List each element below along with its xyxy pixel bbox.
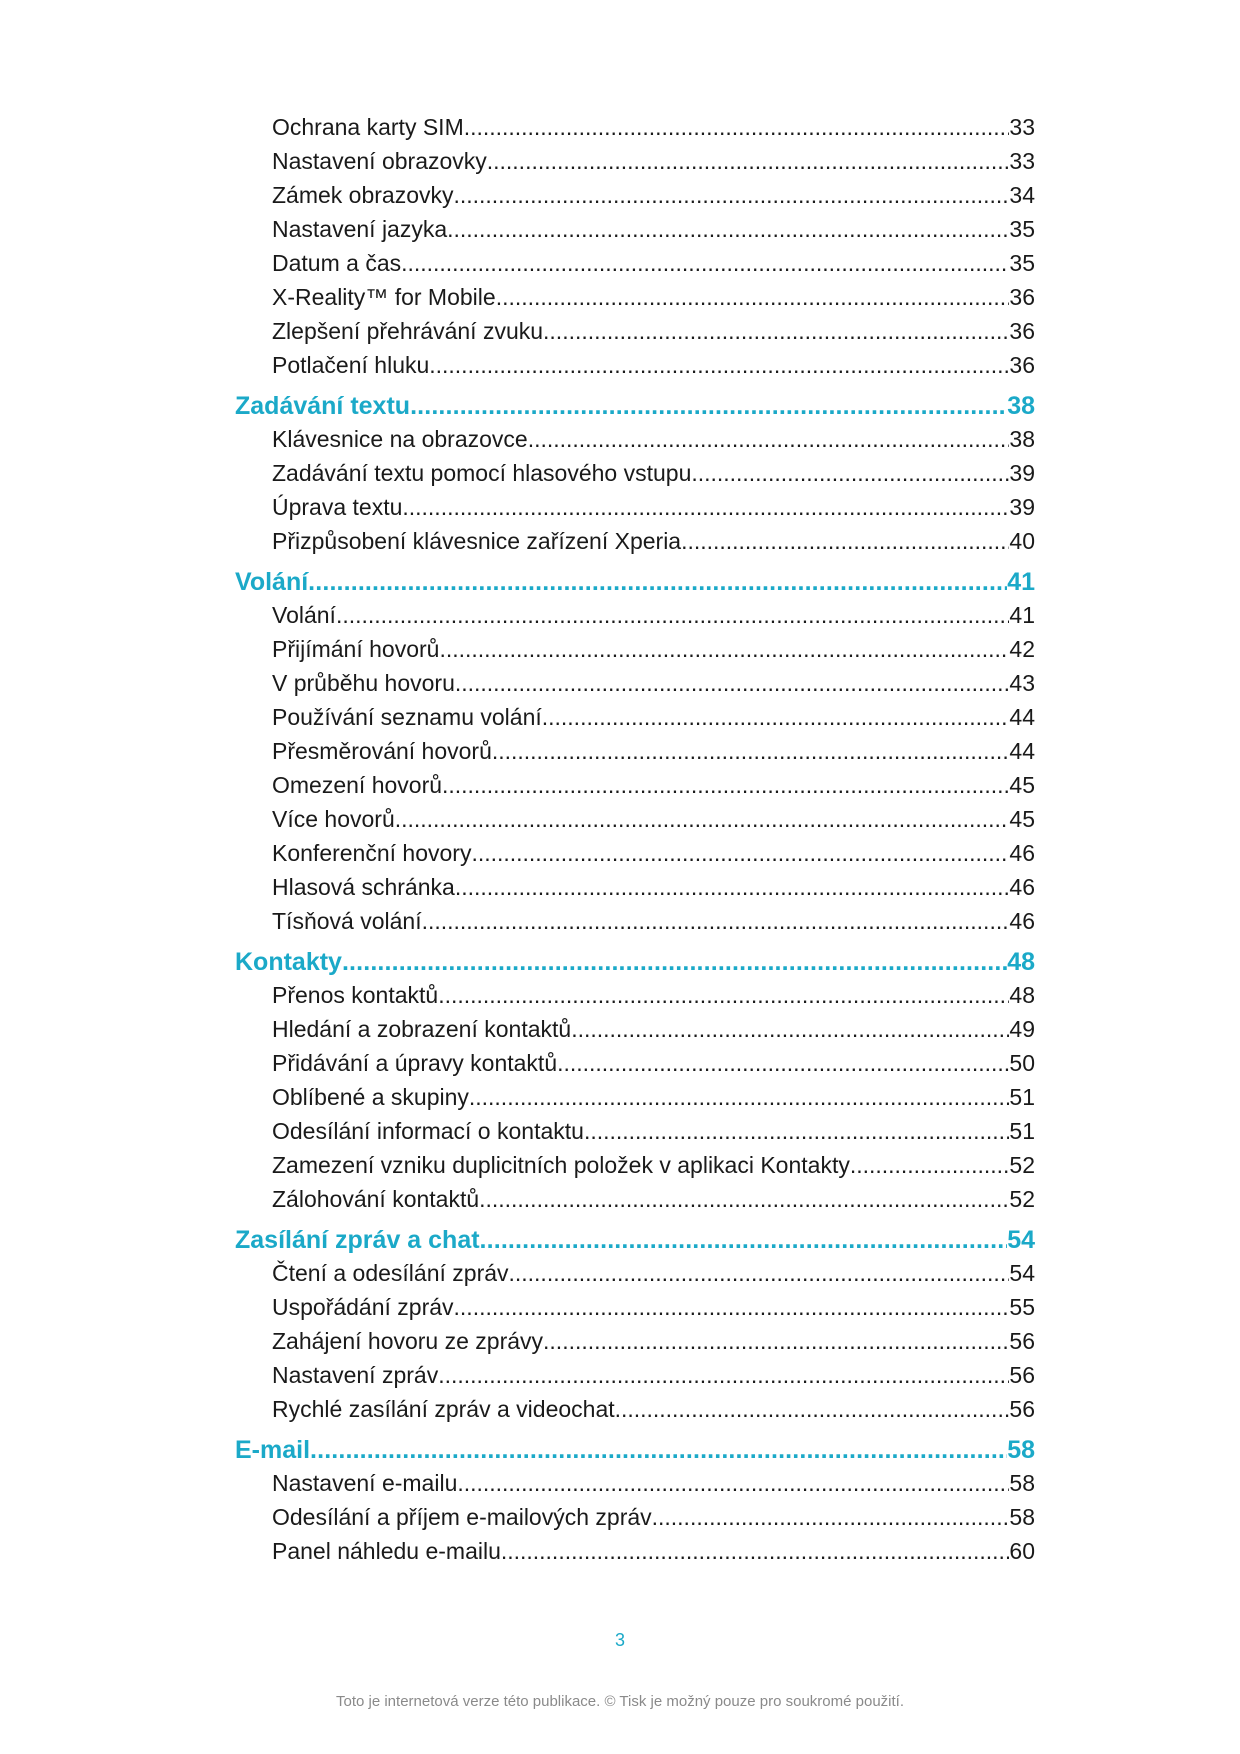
toc-entry-label: Zálohování kontaktů <box>272 1186 480 1212</box>
toc-entry-label: Uspořádání zpráv <box>272 1294 454 1320</box>
dot-leader <box>454 1294 1010 1321</box>
toc-entry-page: 52 <box>1009 1186 1035 1212</box>
toc-entry-page: 35 <box>1009 250 1035 276</box>
toc-item[interactable] <box>235 1084 1035 1118</box>
toc-entry-page: 45 <box>1009 772 1035 798</box>
dot-leader <box>584 1118 1009 1145</box>
toc-item[interactable] <box>235 284 1035 318</box>
toc-item[interactable] <box>235 250 1035 284</box>
dot-leader <box>471 840 1009 867</box>
dot-leader <box>342 948 1007 977</box>
dot-leader <box>442 772 1009 799</box>
toc-entry-label: Používání seznamu volání <box>272 704 542 730</box>
toc-entry-page: 48 <box>1007 948 1035 976</box>
toc-entry-page: 33 <box>1009 148 1035 174</box>
toc-entry-label: Zámek obrazovky <box>272 182 454 208</box>
toc-entry-label: Datum a čas <box>272 250 402 276</box>
toc-entry-page: 42 <box>1009 636 1035 662</box>
dot-leader <box>480 1226 1008 1255</box>
toc-entry-label: Panel náhledu e-mailu <box>272 1538 501 1564</box>
toc-entry-label: Hledání a zobrazení kontaktů <box>272 1016 572 1042</box>
toc-entry-page: 46 <box>1009 908 1035 934</box>
toc-entry-label: Přidávání a úpravy kontaktů <box>272 1050 558 1076</box>
toc-entry-page: 55 <box>1009 1294 1035 1320</box>
toc-item[interactable] <box>235 1294 1035 1328</box>
dot-leader <box>310 1436 1007 1465</box>
dot-leader <box>501 1538 1010 1565</box>
toc-entry-page: 54 <box>1009 1260 1035 1286</box>
toc-item[interactable] <box>235 1504 1035 1538</box>
toc-entry-page: 56 <box>1009 1328 1035 1354</box>
dot-leader <box>691 460 1009 487</box>
toc-entry-page: 48 <box>1009 982 1035 1008</box>
toc-entry-label: Přijímání hovorů <box>272 636 440 662</box>
toc-entry-label: Oblíbené a skupiny <box>272 1084 469 1110</box>
toc-entry-page: 58 <box>1009 1504 1035 1530</box>
toc-entry-page: 60 <box>1009 1538 1035 1564</box>
dot-leader <box>457 1470 1009 1497</box>
dot-leader <box>509 1260 1010 1287</box>
toc-item[interactable] <box>235 840 1035 874</box>
toc-item[interactable] <box>235 806 1035 840</box>
toc-entry-label: Nastavení zpráv <box>272 1362 439 1388</box>
dot-leader <box>681 528 1009 555</box>
toc-entry-label: Zadávání textu pomocí hlasového vstupu <box>272 460 692 486</box>
dot-leader <box>422 908 1010 935</box>
toc-entry-label: Úprava textu <box>272 494 403 520</box>
dot-leader <box>410 392 1007 421</box>
toc-entry-label: E-mail <box>235 1436 311 1464</box>
toc-entry-label: Hlasová schránka <box>272 874 455 900</box>
toc-entry-page: 46 <box>1009 874 1035 900</box>
dot-leader <box>438 982 1009 1009</box>
toc-item[interactable] <box>235 1362 1035 1396</box>
toc-entry-label: Přenos kontaktů <box>272 982 439 1008</box>
dot-leader <box>401 250 1009 277</box>
toc-item[interactable] <box>235 182 1035 216</box>
dot-leader <box>487 148 1010 175</box>
toc-item[interactable] <box>235 1470 1035 1504</box>
toc-item[interactable] <box>235 1118 1035 1152</box>
toc-item[interactable] <box>235 1016 1035 1050</box>
dot-leader <box>557 1050 1009 1077</box>
dot-leader <box>492 738 1010 765</box>
toc-entry-label: Omezení hovorů <box>272 772 443 798</box>
toc-item[interactable] <box>235 1328 1035 1362</box>
toc-entry-label: Volání <box>235 568 309 596</box>
toc-item[interactable] <box>235 670 1035 704</box>
toc-entry-page: 39 <box>1009 494 1035 520</box>
toc-entry-page: 54 <box>1007 1226 1035 1254</box>
dot-leader <box>571 1016 1009 1043</box>
toc-entry-label: Zahájení hovoru ze zprávy <box>272 1328 544 1354</box>
dot-leader <box>455 670 1010 697</box>
footer-note: Toto je internetová verze této publikace. © Tisk je možný pouze pro soukromé použití. <box>335 1693 904 1710</box>
toc-item[interactable] <box>235 318 1035 352</box>
toc-entry-page: 38 <box>1009 426 1035 452</box>
toc-entry-page: 36 <box>1009 352 1035 378</box>
dot-leader <box>336 602 1009 629</box>
toc-item[interactable] <box>235 1538 1035 1572</box>
dot-leader <box>543 1328 1009 1355</box>
toc-section-heading[interactable] <box>235 948 1035 982</box>
toc-entry-page: 44 <box>1009 704 1035 730</box>
toc-entry-page: 39 <box>1009 460 1035 486</box>
toc-entry-page: 40 <box>1009 528 1035 554</box>
toc-entry-page: 58 <box>1009 1470 1035 1496</box>
toc-item[interactable] <box>235 1396 1035 1430</box>
toc-entry-label: Čtení a odesílání zpráv <box>272 1260 509 1286</box>
toc-item[interactable] <box>235 738 1035 772</box>
dot-leader <box>652 1504 1010 1531</box>
dot-leader <box>528 426 1010 453</box>
toc-entry-page: 46 <box>1009 840 1035 866</box>
toc-section-heading[interactable] <box>235 1226 1035 1260</box>
toc-item[interactable] <box>235 1050 1035 1084</box>
toc-item[interactable] <box>235 528 1035 562</box>
toc-entry-label: Konferenční hovory <box>272 840 472 866</box>
toc-item[interactable] <box>235 602 1035 636</box>
toc-entry-page: 35 <box>1009 216 1035 242</box>
toc-item[interactable] <box>235 426 1035 460</box>
toc-item[interactable] <box>235 216 1035 250</box>
toc-entry-label: Zlepšení přehrávání zvuku <box>272 318 544 344</box>
dot-leader <box>464 114 1010 141</box>
toc-entry-label: X-Reality™ for Mobile <box>272 284 496 310</box>
toc-entry-label: Odesílání informací o kontaktu <box>272 1118 584 1144</box>
toc-entry-page: 50 <box>1009 1050 1035 1076</box>
dot-leader <box>543 318 1009 345</box>
dot-leader <box>438 1362 1009 1389</box>
toc-entry-page: 44 <box>1009 738 1035 764</box>
toc-item[interactable] <box>235 874 1035 908</box>
toc-entry-page: 52 <box>1009 1152 1035 1178</box>
toc-entry-label: Klávesnice na obrazovce <box>272 426 528 452</box>
dot-leader <box>455 874 1010 901</box>
toc-entry-label: Potlačení hluku <box>272 352 430 378</box>
toc-entry-label: Nastavení e-mailu <box>272 1470 458 1496</box>
table-of-contents <box>235 114 1035 1572</box>
toc-section-heading[interactable] <box>235 568 1035 602</box>
toc-item[interactable] <box>235 148 1035 182</box>
toc-item[interactable] <box>235 1186 1035 1220</box>
toc-entry-label: V průběhu hovoru <box>272 670 455 696</box>
toc-entry-page: 51 <box>1009 1084 1035 1110</box>
dot-leader <box>308 568 1007 597</box>
dot-leader <box>850 1152 1010 1179</box>
toc-entry-page: 41 <box>1007 568 1035 596</box>
toc-entry-label: Volání <box>272 602 336 628</box>
toc-entry-page: 43 <box>1009 670 1035 696</box>
toc-entry-page: 38 <box>1007 392 1035 420</box>
toc-entry-label: Zamezení vzniku duplicitních položek v aplikaci Kontakty <box>272 1152 850 1178</box>
toc-entry-page: 36 <box>1009 318 1035 344</box>
toc-item[interactable] <box>235 908 1035 942</box>
toc-entry-label: Přizpůsobení klávesnice zařízení Xperia <box>272 528 682 554</box>
toc-item[interactable] <box>235 114 1035 148</box>
toc-section-heading[interactable] <box>235 392 1035 426</box>
dot-leader <box>447 216 1009 243</box>
toc-item[interactable] <box>235 636 1035 670</box>
dot-leader <box>542 704 1010 731</box>
toc-entry-page: 45 <box>1009 806 1035 832</box>
toc-entry-label: Nastavení obrazovky <box>272 148 487 174</box>
dot-leader <box>439 636 1009 663</box>
toc-entry-label: Odesílání a příjem e-mailových zpráv <box>272 1504 652 1530</box>
toc-entry-page: 34 <box>1009 182 1035 208</box>
toc-entry-page: 58 <box>1007 1436 1035 1464</box>
dot-leader <box>496 284 1010 311</box>
toc-item[interactable] <box>235 1152 1035 1186</box>
dot-leader <box>454 182 1010 209</box>
toc-entry-label: Tísňová volání <box>272 908 422 934</box>
toc-entry-page: 41 <box>1009 602 1035 628</box>
toc-item[interactable] <box>235 352 1035 386</box>
toc-entry-label: Více hovorů <box>272 806 395 832</box>
toc-entry-label: Kontakty <box>235 948 342 976</box>
toc-entry-label: Nastavení jazyka <box>272 216 448 242</box>
dot-leader <box>395 806 1010 833</box>
toc-item[interactable] <box>235 460 1035 494</box>
toc-item[interactable] <box>235 494 1035 528</box>
toc-entry-page: 56 <box>1009 1396 1035 1422</box>
toc-item[interactable] <box>235 704 1035 738</box>
toc-entry-label: Přesměrování hovorů <box>272 738 492 764</box>
toc-item[interactable] <box>235 772 1035 806</box>
toc-entry-label: Rychlé zasílání zpráv a videochat <box>272 1396 615 1422</box>
dot-leader <box>429 352 1009 379</box>
toc-item[interactable] <box>235 982 1035 1016</box>
toc-item[interactable] <box>235 1260 1035 1294</box>
dot-leader <box>479 1186 1009 1213</box>
toc-entry-label: Zadávání textu <box>235 392 411 420</box>
toc-entry-page: 36 <box>1009 284 1035 310</box>
toc-entry-label: Ochrana karty SIM <box>272 114 464 140</box>
dot-leader <box>469 1084 1010 1111</box>
toc-entry-page: 51 <box>1009 1118 1035 1144</box>
toc-entry-page: 49 <box>1009 1016 1035 1042</box>
toc-entry-page: 33 <box>1009 114 1035 140</box>
toc-section-heading[interactable] <box>235 1436 1035 1470</box>
toc-entry-label: Zasílání zpráv a chat <box>235 1226 480 1254</box>
toc-entry-page: 56 <box>1009 1362 1035 1388</box>
dot-leader <box>402 494 1009 521</box>
page-number: 3 <box>614 1630 625 1650</box>
dot-leader <box>615 1396 1010 1423</box>
